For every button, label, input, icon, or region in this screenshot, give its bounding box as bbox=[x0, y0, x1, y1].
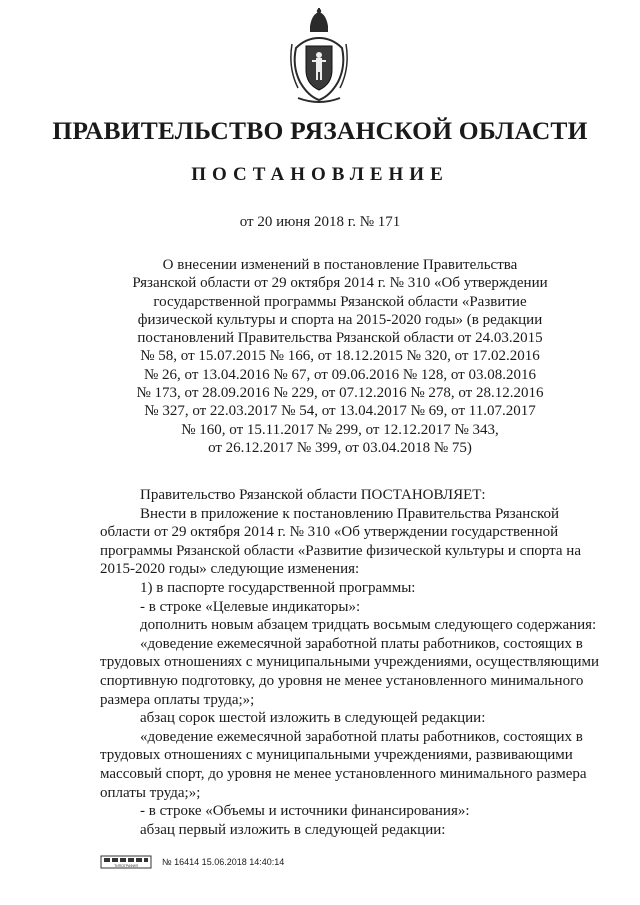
document-body bbox=[100, 486, 612, 839]
subject-line: Рязанской области от 29 октября 2014 г. № 310 «Об утверждении bbox=[132, 275, 548, 292]
text-line: спортивную подготовку, до уровня не менее установленного минимального bbox=[100, 672, 584, 689]
registration-number: № 16414 15.06.2018 14:40:14 bbox=[162, 857, 285, 867]
subject-line: № 327, от 22.03.2017 № 54, от 13.04.2017 № 69, от 11.07.2017 bbox=[144, 403, 536, 420]
text-line: области от 29 октября 2014 г. № 310 «Об утверждении государственной bbox=[100, 524, 559, 541]
document-type: ПОСТАНОВЛЕНИЕ bbox=[191, 164, 449, 185]
quote-1 bbox=[100, 635, 612, 709]
subject-line: № 26, от 13.04.2016 № 67, от 09.06.2016 № 128, от 03.08.2016 bbox=[143, 366, 536, 383]
subject-line: государственной программы Рязанской области «Развитие bbox=[153, 293, 527, 310]
subject-line: постановлений Правительства Рязанской области от 24.03.2015 bbox=[137, 330, 543, 347]
document-date-number: от 20 июня 2018 г. № 171 bbox=[239, 214, 401, 230]
text-line: размера оплаты труда;»; bbox=[100, 691, 255, 708]
text-line: «доведение ежемесячной заработной платы работников, состоящих в bbox=[140, 635, 583, 652]
text-line: оплаты труда;»; bbox=[100, 784, 201, 801]
government-title: ПРАВИТЕЛЬСТВО РЯЗАНСКОЙ ОБЛАСТИ bbox=[52, 116, 588, 145]
text-line: программы Рязанской области «Развитие физической культуры и спорта на bbox=[100, 542, 581, 559]
stamp-text: ТИПОГРАФИЯ bbox=[114, 864, 138, 868]
add-paragraph: дополнить новым абзацем тридцать восьмым следующего содержания: bbox=[140, 617, 597, 634]
item-1: 1) в паспорте государственной программы: bbox=[140, 579, 416, 596]
typography-stamp-icon bbox=[100, 855, 152, 869]
text-line: массовый спорт, до уровня не менее установленного минимального размера bbox=[100, 765, 587, 782]
text-line: «доведение ежемесячной заработной платы работников, состоящих в bbox=[140, 728, 583, 745]
quote-2 bbox=[100, 728, 612, 802]
text-line: 2015-2020 годы» следующие изменения: bbox=[100, 561, 360, 578]
document-subject bbox=[100, 256, 580, 457]
registration-footer bbox=[100, 852, 284, 872]
subject-line: № 173, от 28.09.2016 № 229, от 07.12.2016 № 278, от 28.12.2016 bbox=[136, 385, 544, 402]
resolves-paragraph: Правительство Рязанской области ПОСТАНОВЛЯЕТ: bbox=[140, 487, 486, 503]
intro-paragraph bbox=[100, 505, 612, 579]
subject-line: № 160, от 15.11.2017 № 299, от 12.12.2017 № 343, bbox=[181, 421, 499, 438]
row-finance: - в строке «Объемы и источники финансирования»: bbox=[140, 803, 470, 820]
text-line: трудовых отношениях с муниципальными учреждениями, развивающими bbox=[100, 747, 573, 764]
para-first: абзац первый изложить в следующей редакции: bbox=[140, 821, 446, 838]
subject-line: № 58, от 15.07.2015 № 166, от 18.12.2015 № 320, от 17.02.2016 bbox=[140, 348, 540, 365]
subject-line: физической культуры и спорта на 2015-2020 годы» (в редакции bbox=[137, 311, 543, 328]
para-46: абзац сорок шестой изложить в следующей редакции: bbox=[140, 710, 486, 727]
row-targets: - в строке «Целевые индикаторы»: bbox=[140, 598, 361, 615]
subject-line: от 26.12.2017 № 399, от 03.04.2018 № 75) bbox=[208, 439, 472, 456]
coat-of-arms-icon bbox=[288, 8, 350, 106]
text-line: трудовых отношениях с муниципальными учреждениями, осуществляющими bbox=[100, 654, 599, 671]
subject-line: О внесении изменений в постановление Правительства bbox=[162, 257, 518, 273]
text-line: Внести в приложение к постановлению Правительства Рязанской bbox=[140, 505, 560, 522]
